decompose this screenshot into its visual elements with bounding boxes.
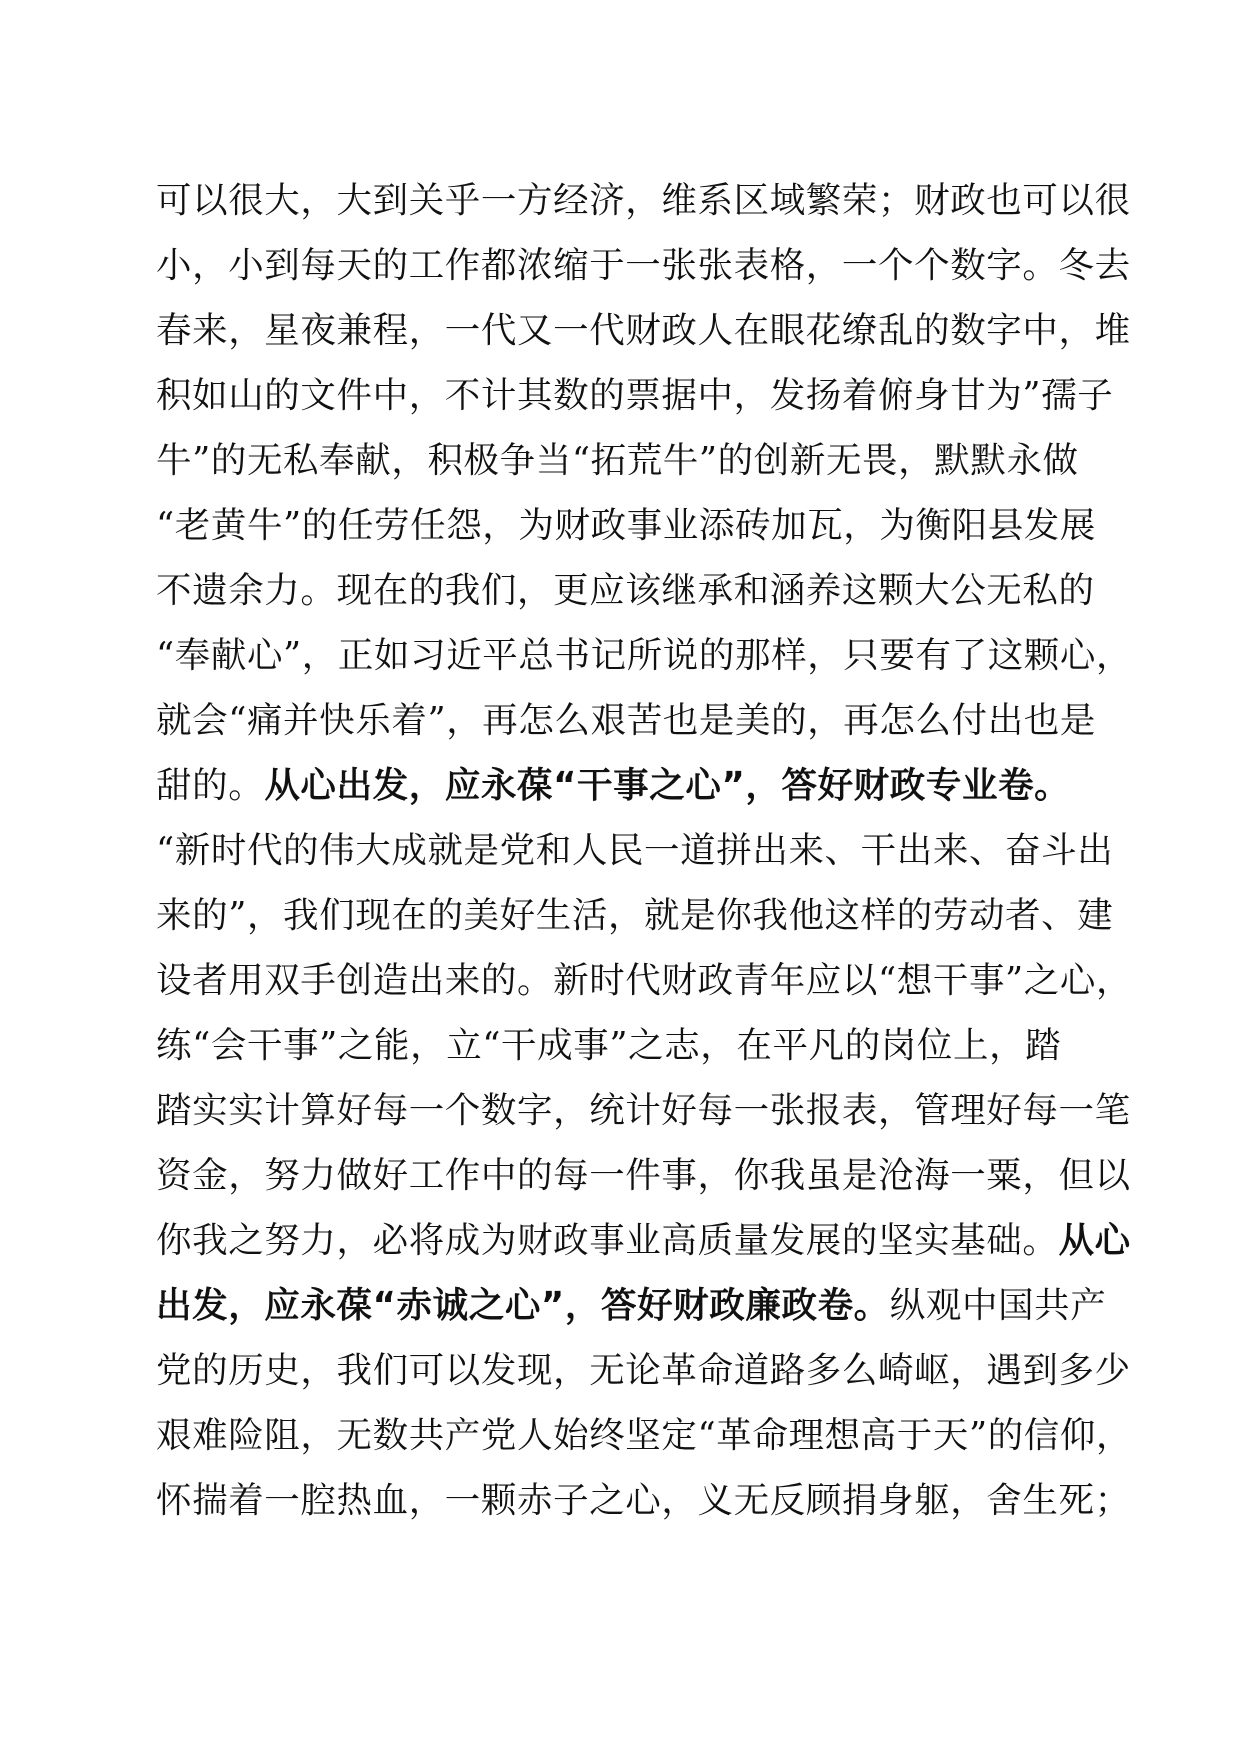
text-line (156, 818, 1114, 883)
text-line (156, 1143, 1131, 1208)
text-line (156, 948, 1133, 1013)
bold-heading-segment: 从心 (1058, 1220, 1131, 1261)
text-segment: 设者用双手创造出来的。新时代财政青年应以“想干事”之心， (156, 960, 1133, 1001)
text-line (156, 688, 1096, 753)
text-segment: 甜的。 (156, 765, 265, 806)
text-segment: 春来，星夜兼程，一代又一代财政人在眼花缭乱的数字中，堆 (156, 310, 1131, 351)
text-line (156, 1403, 1133, 1468)
text-segment: 不遗余力。现在的我们，更应该继承和涵养这颗大公无私的 (156, 570, 1095, 611)
text-line (156, 1013, 1096, 1078)
text-segment: 你我之努力，必将成为财政事业高质量发展的坚实基础。 (156, 1220, 1059, 1261)
body-text (156, 168, 1133, 1533)
text-segment: 踏实实计算好每一个数字，统计好每一张报表，管理好每一笔 (156, 1090, 1131, 1131)
text-segment: 艰难险阻，无数共产党人始终坚定“革命理想高于天”的信仰， (156, 1415, 1133, 1456)
text-line (156, 1338, 1131, 1403)
text-line (156, 233, 1131, 298)
text-segment: 党的历史，我们可以发现，无论革命道路多么崎岖，遇到多少 (156, 1350, 1131, 1391)
bold-heading-segment: 出发，应永葆“赤诚之心”，答好财政廉政卷。 (156, 1285, 890, 1326)
text-segment: 纵观中国共产 (889, 1285, 1107, 1326)
text-segment: “新时代的伟大成就是党和人民一道拼出来、干出来、奋斗出 (156, 830, 1114, 871)
text-line (156, 1078, 1131, 1143)
text-line (156, 428, 1096, 493)
text-line (156, 883, 1114, 948)
text-segment: 积如山的文件中，不计其数的票据中，发扬着俯身甘为”孺子 (156, 375, 1114, 416)
text-line (156, 1208, 1131, 1273)
text-line (156, 168, 1131, 233)
text-segment: 怀揣着一腔热血，一颗赤子之心，义无反顾捐身躯，舍生死； (156, 1480, 1131, 1521)
text-line (156, 298, 1131, 363)
bold-heading-segment: 从心出发，应永葆“干事之心”，答好财政专业卷。 (264, 765, 1071, 806)
text-line (156, 623, 1133, 688)
text-segment: 牛”的无私奉献，积极争当“拓荒牛”的创新无畏，默默永做 (156, 440, 1079, 481)
text-line (156, 1273, 1107, 1338)
text-line (156, 753, 1096, 818)
text-segment: 来的”，我们现在的美好生活，就是你我他这样的劳动者、建 (156, 895, 1114, 936)
text-line (156, 363, 1114, 428)
text-segment: 资金，努力做好工作中的每一件事，你我虽是沧海一粟，但以 (156, 1155, 1131, 1196)
text-line (156, 493, 1096, 558)
text-segment: 可以很大，大到关乎一方经济，维系区域繁荣；财政也可以很 (156, 180, 1131, 221)
text-segment: 小，小到每天的工作都浓缩于一张张表格，一个个数字。冬去 (156, 245, 1131, 286)
text-segment: “奉献心”，正如习近平总书记所说的那样，只要有了这颗心， (156, 635, 1133, 676)
text-segment: 就会“痛并快乐着”，再怎么艰苦也是美的，再怎么付出也是 (156, 700, 1096, 741)
text-line (156, 558, 1096, 623)
text-segment: 练“会干事”之能，立“干成事”之志，在平凡的岗位上，踏 (156, 1025, 1062, 1066)
text-segment: “老黄牛”的任劳任怨，为财政事业添砖加瓦，为衡阳县发展 (156, 505, 1096, 546)
text-line (156, 1468, 1131, 1533)
